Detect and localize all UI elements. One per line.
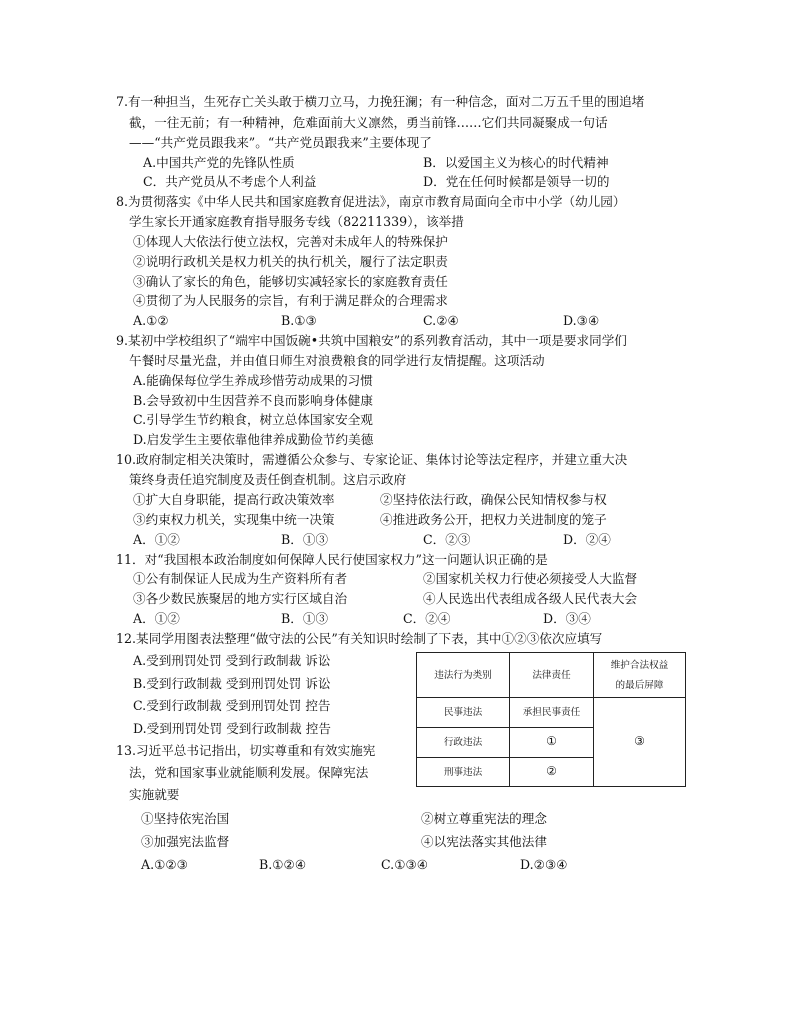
table-header-last-barrier-line2: 的最后屏障 xyxy=(615,680,664,691)
q13-option-a: A.①②③ xyxy=(141,857,188,872)
q9-option-c: C.引导学生节约粮食，树立总体国家安全观 xyxy=(133,412,373,427)
q12-stem-line1: 12.某同学用图表法整理“做守法的公民”有关知识时绘制了下表，其中①②③依次应填写 xyxy=(116,631,603,646)
q13-stem-line1: 13.习近平总书记指出，切实尊重和有效实施宪 xyxy=(116,743,376,758)
q8-statement-3: ③确认了家长的角色，能够切实减轻家长的家庭教育责任 xyxy=(133,274,448,289)
q7-option-d: D．党在任何时候都是领导一切的 xyxy=(423,174,610,189)
q10-option-d: D．②④ xyxy=(563,532,611,547)
q10-option-a: A．①② xyxy=(133,532,180,547)
q13-option-d: D.②③④ xyxy=(520,857,568,872)
q9-option-b: B.会导致初中生因营养不良而影响身体健康 xyxy=(133,393,373,408)
table-header-legal-liability: 法律责任 xyxy=(532,670,571,681)
q11-statement-3: ③各少数民族聚居的地方实行区域自治 xyxy=(133,591,348,606)
q10-stem-line2: 策终身责任追究制度及责任倒查机制。这启示政府 xyxy=(129,472,407,487)
q7-option-c: C．共产党员从不考虑个人利益 xyxy=(143,174,317,189)
q8-stem-line2: 学生家长开通家庭教育指导服务专线（82211339），该举措 xyxy=(129,214,464,229)
table-header-last-barrier-line1: 维护合法权益 xyxy=(610,660,669,671)
q10-statement-1: ①扩大自身职能，提高行政决策效率 xyxy=(133,492,335,507)
q10-statement-3: ③约束权力机关，实现集中统一决策 xyxy=(133,512,335,527)
q8-option-c: C.②④ xyxy=(423,313,459,328)
table-hline-3 xyxy=(417,757,594,758)
q13-stem-line2: 法，党和国家事业就能顺利发展。保障宪法 xyxy=(129,765,369,780)
table-cell-civil-liability: 承担民事责任 xyxy=(522,707,581,718)
q13-statement-1: ①坚持依宪治国 xyxy=(141,811,230,826)
q9-option-a: A.能确保每位学生养成珍惜劳动成果的习惯 xyxy=(133,373,373,388)
q11-statement-4: ④人民选出代表组成各级人民代表大会 xyxy=(423,591,638,606)
table-hline-2 xyxy=(417,727,594,728)
q11-option-b: B．①③ xyxy=(281,611,329,626)
q12-option-a: A.受到刑罚处罚 受到行政制裁 诉讼 xyxy=(133,653,331,668)
q10-option-c: C．②③ xyxy=(423,532,471,547)
q8-option-b: B.①③ xyxy=(281,313,317,328)
table-cell-admin-violation: 行政违法 xyxy=(443,737,483,748)
q10-statement-2: ②坚持依法行政，确保公民知情权参与权 xyxy=(380,492,607,507)
legal-responsibility-table xyxy=(416,652,686,787)
table-cell-civil-violation: 民事违法 xyxy=(443,707,483,718)
q7-option-b: B．以爱国主义为核心的时代精神 xyxy=(423,155,609,170)
q9-stem-line1: 9.某初中学校组织了“端牢中国饭碗•共筑中国粮安”的系列教育活动，其中一项是要求同学们 xyxy=(116,333,627,348)
q13-statement-2: ②树立尊重宪法的理念 xyxy=(421,811,547,826)
q13-option-c: C.①③④ xyxy=(381,857,429,872)
q10-stem-line1: 10.政府制定相关决策时，需遵循公众参与、专家论证、集体讨论等法定程序，并建立重大决 xyxy=(116,452,628,467)
q8-option-d: D.③④ xyxy=(563,313,600,328)
table-cell-blank-2: ② xyxy=(546,764,557,778)
q12-option-b: B.受到行政制裁 受到刑罚处罚 诉讼 xyxy=(133,676,331,691)
q7-option-a: A.中国共产党的先锋队性质 xyxy=(143,155,295,170)
table-cell-criminal-violation: 刑事违法 xyxy=(443,767,483,778)
table-hline-1 xyxy=(417,697,685,698)
table-cell-blank-1: ① xyxy=(546,734,557,748)
q7-stem-line1: 7.有一种担当，生死存亡关头敢于横刀立马，力挽狂澜；有一种信念，面对二万五千里的围追堵 xyxy=(116,94,645,109)
q10-option-b: B．①③ xyxy=(281,532,329,547)
q12-option-c: C.受到行政制裁 受到刑罚处罚 控告 xyxy=(133,698,331,713)
q13-statement-4: ④以宪法落实其他法律 xyxy=(421,834,547,849)
q7-stem-line3: ——“共产党员跟我来”。“共产党员跟我来”主要体现了 xyxy=(129,135,432,150)
q11-option-d: D．③④ xyxy=(543,611,591,626)
table-vline-2 xyxy=(593,653,594,786)
q8-option-a: A.①② xyxy=(133,313,169,328)
table-header-violation-type: 违法行为类别 xyxy=(434,670,492,681)
q13-statement-3: ③加强宪法监督 xyxy=(141,834,230,849)
q8-stem-line1: 8.为贯彻落实《中华人民共和国家庭教育促进法》，南京市教育局面向全市中小学（幼儿园） xyxy=(116,194,626,209)
q9-option-d: D.启发学生主要依靠他律养成勤俭节约美德 xyxy=(133,432,374,447)
q13-stem-line3: 实施就要 xyxy=(129,787,180,802)
q7-stem-line2: 截，一往无前；有一种精神，危难面前大义凛然，勇当前锋……它们共同凝聚成一句话 xyxy=(129,115,608,130)
q11-option-c: C．②④ xyxy=(403,611,451,626)
q8-statement-1: ①体现人大依法行使立法权，完善对未成年人的特殊保护 xyxy=(133,234,448,249)
q11-statement-1: ①公有制保证人民成为生产资料所有者 xyxy=(133,571,348,586)
q11-statement-2: ②国家机关权力行使必须接受人大监督 xyxy=(423,571,638,586)
q9-stem-line2: 午餐时尽量光盘，并由值日师生对浪费粮食的同学进行友情提醒。这项活动 xyxy=(129,353,545,368)
q8-statement-4: ④贯彻了为人民服务的宗旨，有利于满足群众的合理需求 xyxy=(133,293,448,308)
q11-stem-line1: 11．对“我国根本政治制度如何保障人民行使国家权力”这一问题认识正确的是 xyxy=(116,552,548,567)
q8-statement-2: ②说明行政机关是权力机关的执行机关，履行了法定职责 xyxy=(133,254,448,269)
q12-option-d: D.受到刑罚处罚 受到行政制裁 控告 xyxy=(133,721,331,736)
q10-statement-4: ④推进政务公开，把权力关进制度的笼子 xyxy=(380,512,607,527)
q11-option-a: A．①② xyxy=(133,611,180,626)
q13-option-b: B.①②④ xyxy=(259,857,307,872)
table-cell-blank-3: ③ xyxy=(634,734,645,748)
